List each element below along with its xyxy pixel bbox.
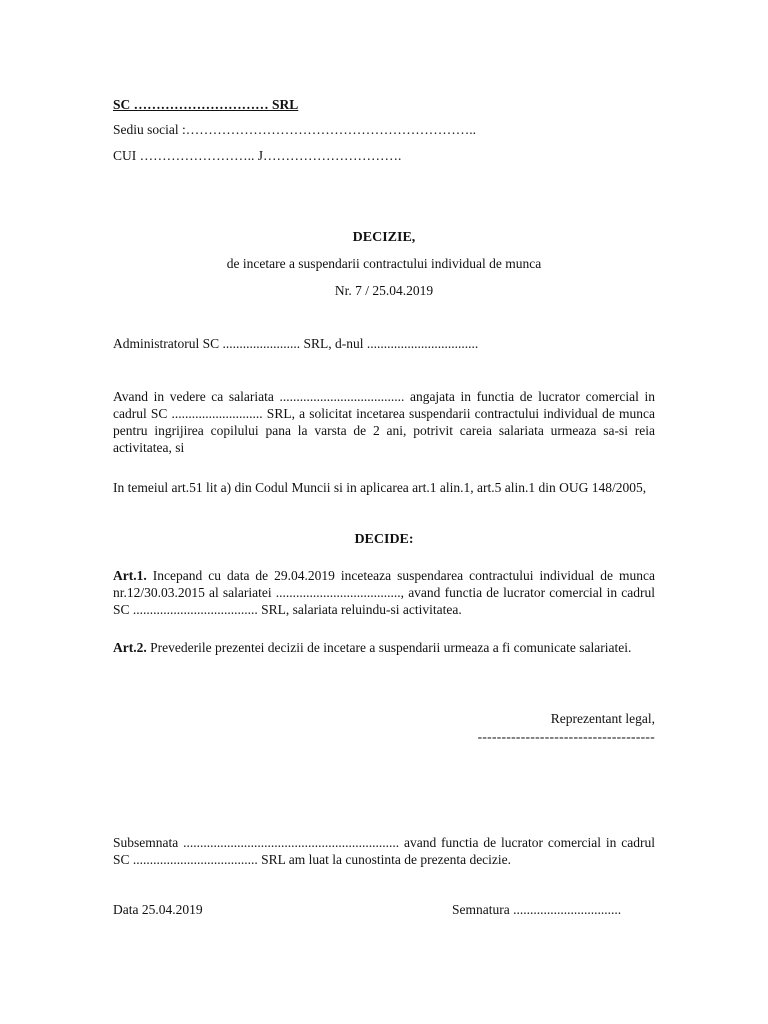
acknowledgement-paragraph: Subsemnata ................................................................ avand functia de lucrator comercial in cadrul SC ..................................... SRL am luat la cunostinta de prezenta decizie. — [113, 835, 655, 867]
representative-label: Reprezentant legal, — [550, 711, 655, 726]
registered-office: Sediu social :……………………………………………………….. — [113, 122, 476, 137]
company-name: SC ………………………… SRL — [113, 97, 299, 112]
considering-paragraph: Avand in vedere ca salariata ..................................... angajata in functia de lucrator comercial in cadrul SC ........................... SRL, a solicitat incetarea suspendarii contractului individual de munca pentru ingrijirea copilului pana la varsta de 2 ani, potrivit careia salariata urmeaza sa-si reia activitatea, si — [113, 389, 655, 455]
article-1-label: Art.1. — [113, 568, 147, 583]
document-number: Nr. 7 / 25.04.2019 — [334, 283, 434, 298]
article-2-label: Art.2. — [113, 640, 147, 655]
legal-basis-paragraph: In temeiul art.51 lit a) din Codul Muncii si in aplicarea art.1 alin.1, art.5 alin.1 din OUG 148/2005, — [113, 480, 647, 495]
article-2 — [113, 639, 655, 656]
document-title: DECIZIE, — [352, 230, 416, 245]
cui-line: CUI …………………….. J…………………………. — [113, 148, 402, 163]
article-2-text: Prevederile prezentei decizii de incetare a suspendarii urmeaza a fi comunicate salariatei. — [150, 640, 632, 655]
decide-heading: DECIDE: — [354, 532, 414, 547]
date-field: Data 25.04.2019 — [113, 902, 203, 917]
document-subtitle: de incetare a suspendarii contractului individual de munca — [226, 256, 542, 271]
representative-signature-line: ------------------------------------- — [477, 729, 655, 744]
administrator-intro: Administratorul SC ....................... SRL, d-nul ................................. — [113, 336, 479, 351]
article-1 — [113, 567, 655, 618]
article-1-text: Incepand cu data de 29.04.2019 inceteaza suspendarea contractului individual de munca nr.12/30.03.2015 al salariatei ....................................., avand functia de lucrator comercial in cadrul SC ..................................... SRL, salariata reluindu-si activitatea. — [113, 568, 656, 617]
signature-field: Semnatura ................................ — [452, 902, 622, 917]
company-line — [113, 96, 655, 113]
